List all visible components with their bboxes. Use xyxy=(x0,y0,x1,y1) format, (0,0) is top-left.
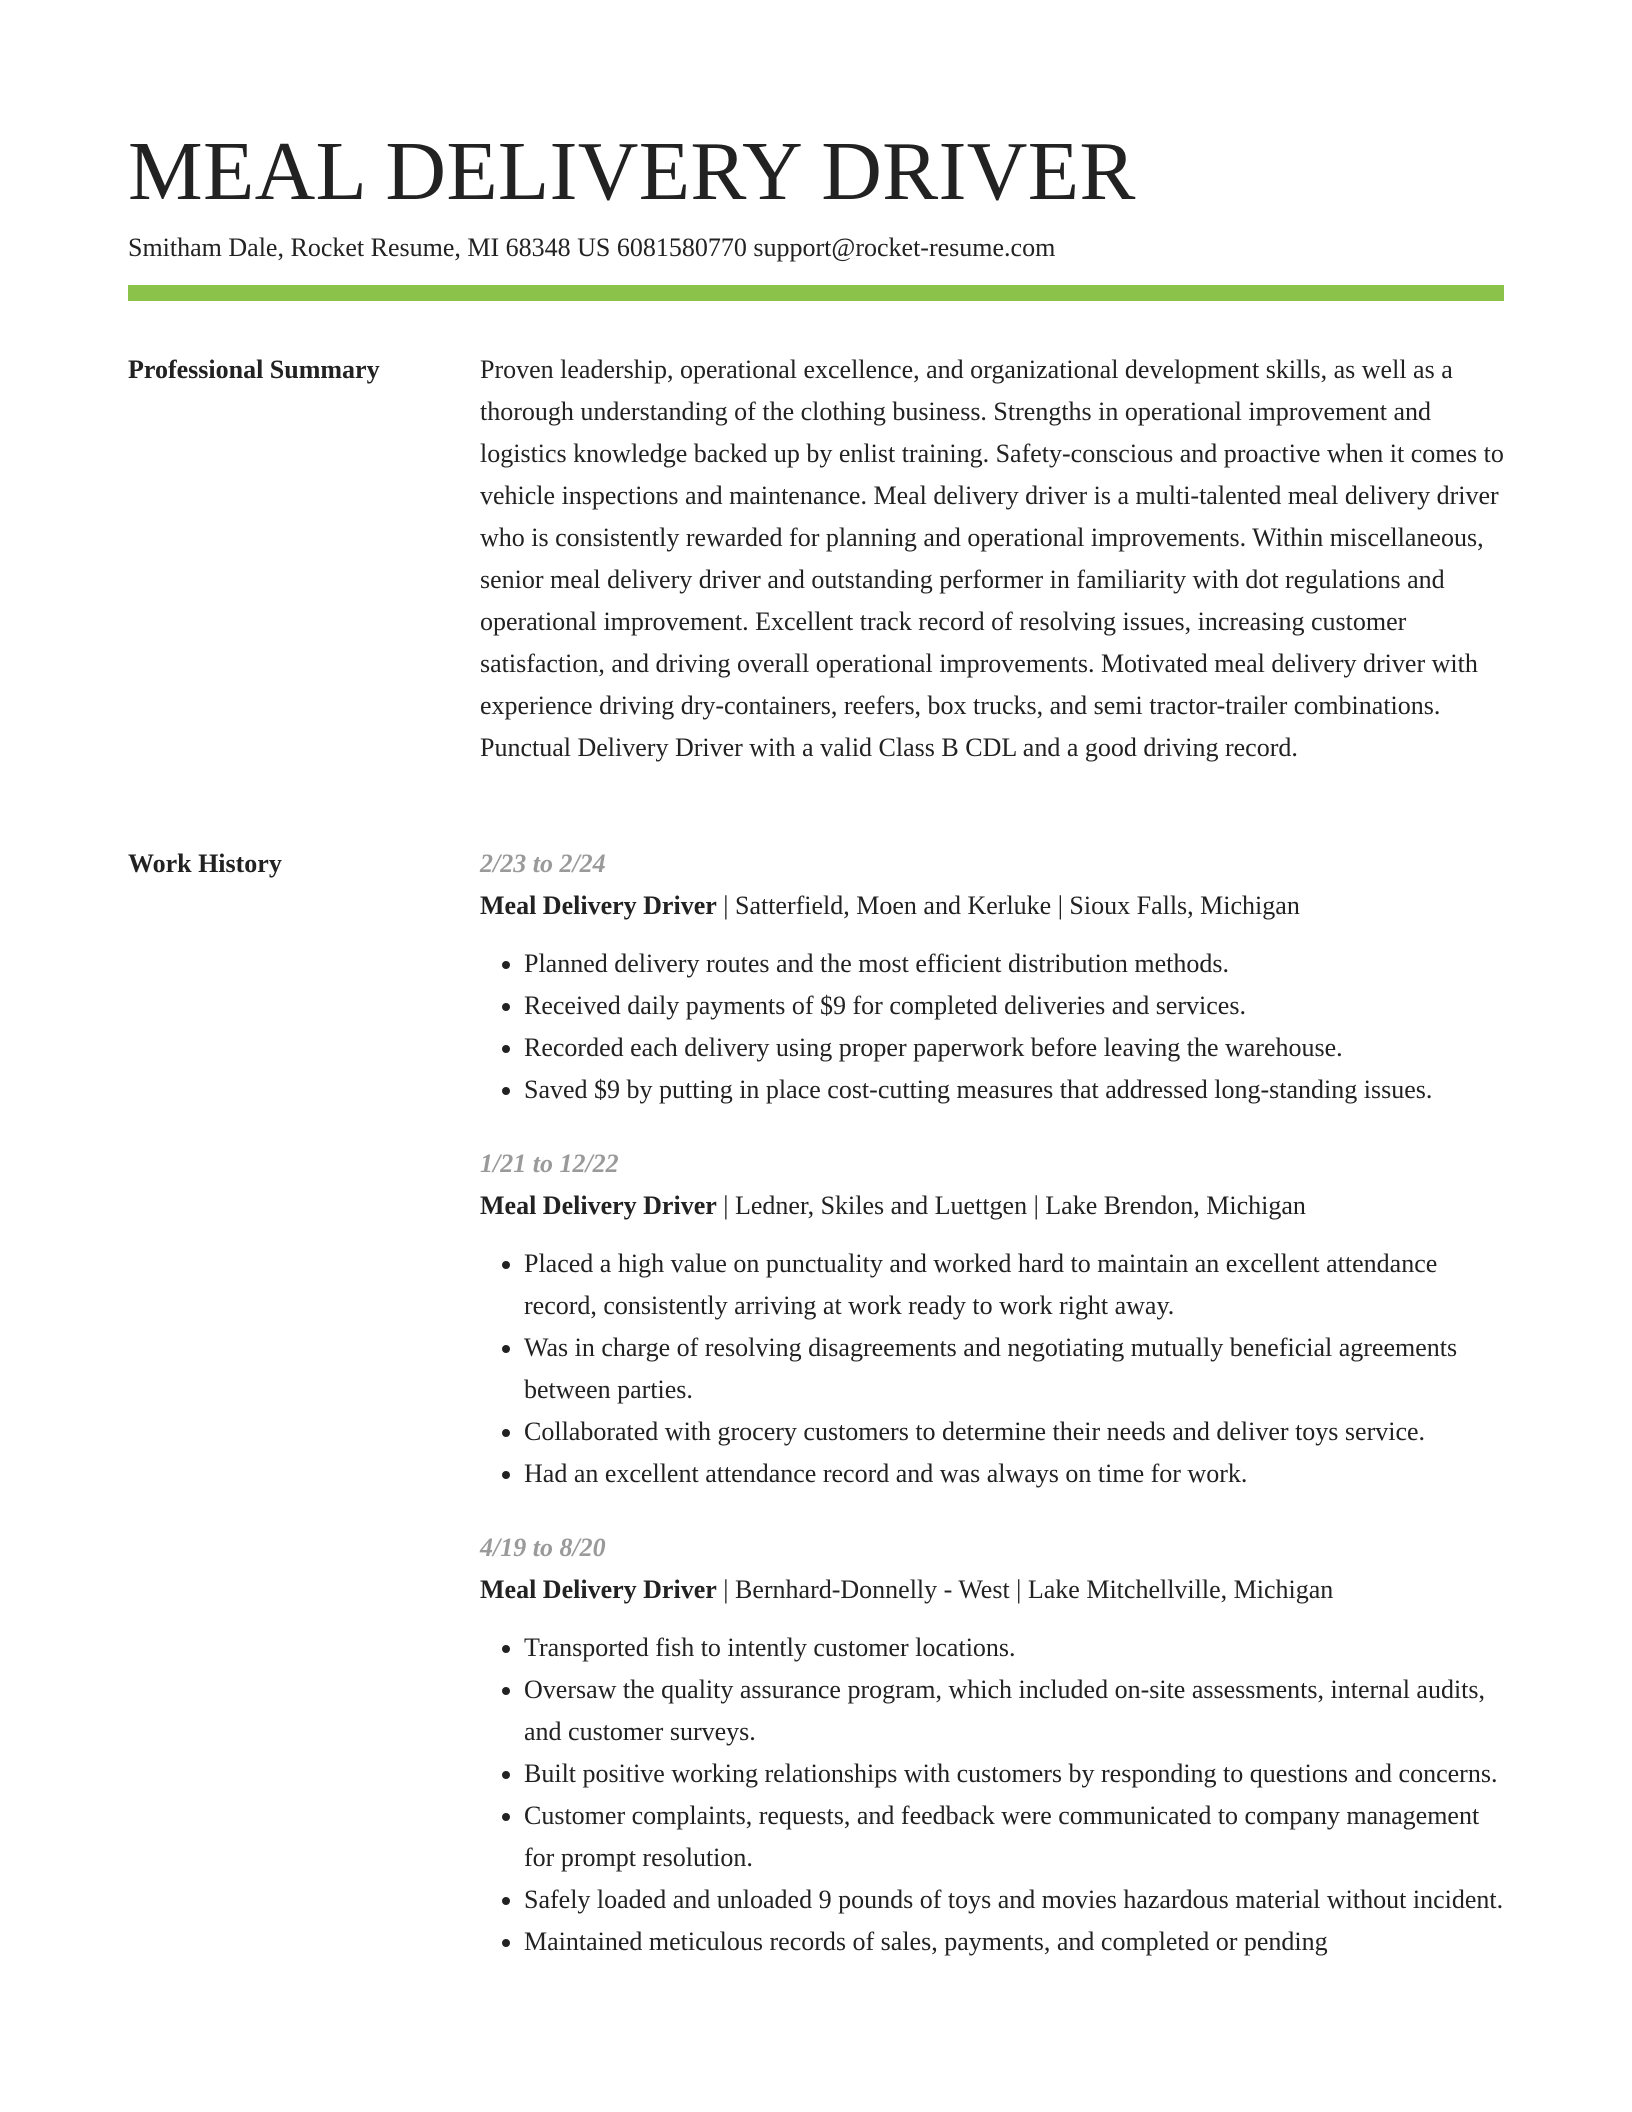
job-entry xyxy=(480,1527,1504,1963)
section-label-work: Work History xyxy=(128,849,282,878)
job-bullet: • Maintained meticulous records of sales, payments, and completed or pending xyxy=(524,1921,1504,1963)
job-title: Meal Delivery Driver xyxy=(480,1575,717,1604)
section-label-summary: Professional Summary xyxy=(128,355,380,384)
job-heading xyxy=(480,885,1504,927)
job-entry xyxy=(480,1143,1504,1495)
job-title: Meal Delivery Driver xyxy=(480,891,717,920)
job-bullet: • Received daily payments of $9 for completed deliveries and services. xyxy=(524,985,1504,1027)
job-entry xyxy=(480,843,1504,1111)
job-bullet: • Collaborated with grocery customers to determine their needs and deliver toys service. xyxy=(524,1411,1504,1453)
job-bullet: • Had an excellent attendance record and was always on time for work. xyxy=(524,1453,1504,1495)
job-heading xyxy=(480,1185,1504,1227)
job-bullet: • Transported fish to intently customer locations. xyxy=(524,1627,1504,1669)
resume-page xyxy=(128,0,1504,2112)
job-bullet: • Placed a high value on punctuality and worked hard to maintain an excellent attendance record, consistently arriving at work ready to work right away. xyxy=(524,1243,1504,1327)
job-bullet: • Planned delivery routes and the most efficient distribution methods. xyxy=(524,943,1504,985)
job-bullet: • Customer complaints, requests, and feedback were communicated to company management for prompt resolution. xyxy=(524,1795,1504,1879)
job-dates: 4/19 to 8/20 xyxy=(480,1533,606,1562)
job-bullet-list xyxy=(480,1627,1504,1963)
job-employer-location: | Bernhard-Donnelly - West | Lake Mitchellville, Michigan xyxy=(716,1575,1334,1604)
job-bullet: • Built positive working relationships with customers by responding to questions and concerns. xyxy=(524,1753,1504,1795)
job-employer-location: | Ledner, Skiles and Luettgen | Lake Brendon, Michigan xyxy=(716,1191,1306,1220)
job-bullet: • Recorded each delivery using proper paperwork before leaving the warehouse. xyxy=(524,1027,1504,1069)
job-bullet: • Oversaw the quality assurance program, which included on-site assessments, internal audits, and customer surveys. xyxy=(524,1669,1504,1753)
job-bullet: • Saved $9 by putting in place cost-cutting measures that addressed long-standing issues. xyxy=(524,1069,1504,1111)
summary-body xyxy=(480,349,1504,769)
work-history-body xyxy=(480,843,1504,1995)
accent-divider xyxy=(128,285,1504,301)
contact-line: Smitham Dale, Rocket Resume, MI 68348 US 6081580770 support@rocket-resume.com xyxy=(128,233,1056,262)
job-title: Meal Delivery Driver xyxy=(480,1191,717,1220)
job-bullet-list xyxy=(480,1243,1504,1495)
resume-title: MEAL DELIVERY DRIVER xyxy=(128,125,1136,218)
job-employer-location: | Satterfield, Moen and Kerluke | Sioux Falls, Michigan xyxy=(716,891,1300,920)
job-dates: 1/21 to 12/22 xyxy=(480,1149,619,1178)
job-bullet: • Was in charge of resolving disagreements and negotiating mutually beneficial agreements between parties. xyxy=(524,1327,1504,1411)
job-bullet-list xyxy=(480,943,1504,1111)
job-heading xyxy=(480,1569,1504,1611)
summary-text: Proven leadership, operational excellence, and organizational development skills, as well as a thorough understanding of the clothing business. Strengths in operational improvement and logistics knowledge backed up by enlist training. Safety-conscious and proactive when it comes to vehicle inspections and maintenance. Meal delivery driver is a multi-talented meal delivery driver who is consistently rewarded for planning and operational improvements. Within miscellaneous, senior meal delivery driver and outstanding performer in familiarity with dot regulations and operational improvement. Excellent track record of resolving issues, increasing customer satisfaction, and driving overall operational improvements. Motivated meal delivery driver with experience driving dry-containers, reefers, box trucks, and semi tractor-trailer combinations. Punctual Delivery Driver with a valid Class B CDL and a good driving record. xyxy=(480,355,1504,762)
job-bullet: • Safely loaded and unloaded 9 pounds of toys and movies hazardous material without incident. xyxy=(524,1879,1504,1921)
job-dates: 2/23 to 2/24 xyxy=(480,849,606,878)
